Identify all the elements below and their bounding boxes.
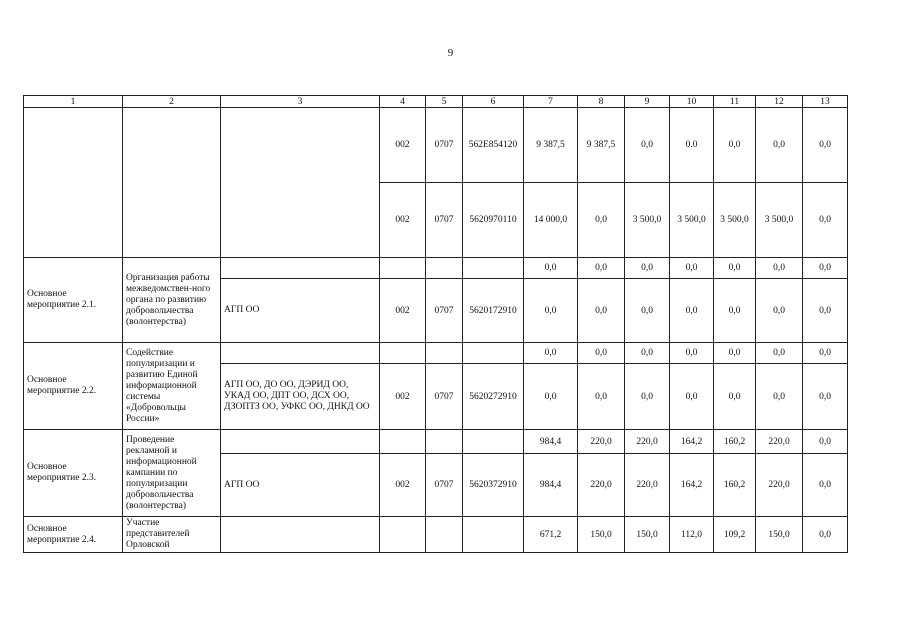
cell-value: 0,0 <box>524 258 578 279</box>
cell-empty <box>123 108 221 258</box>
cell-value: 0,0 <box>714 258 756 279</box>
executor: АГП ОО, ДО ОО, ДЭРИД ОО, УКАД ОО, ДПТ ОО, ДСХ ОО, ДЗОПТЗ ОО, УФКС ОО, ДНКД ОО <box>221 364 380 430</box>
cell-empty <box>463 517 524 553</box>
table-row <box>24 343 848 364</box>
cell-value: 0707 <box>426 364 463 430</box>
cell-value: 002 <box>380 364 426 430</box>
budget-table <box>23 95 848 553</box>
header-cell: 4 <box>380 96 426 108</box>
cell-value: 9 387,5 <box>524 108 578 183</box>
cell-value: 0,0 <box>578 279 625 343</box>
cell-value: 002 <box>380 183 426 258</box>
activity-description: Организация работы межведомствен-ного органа по развитию добровольчества (волонтерства) <box>123 258 221 343</box>
cell-value: 0,0 <box>803 183 848 258</box>
cell-value: 0,0 <box>756 343 803 364</box>
cell-value: 562E854120 <box>463 108 524 183</box>
cell-empty <box>380 430 426 454</box>
cell-value: 150,0 <box>625 517 670 553</box>
header-cell: 7 <box>524 96 578 108</box>
activity-description: Участие представителей Орловской <box>123 517 221 553</box>
header-cell: 11 <box>714 96 756 108</box>
activity-name: Основное мероприятие 2.2. <box>24 343 123 430</box>
activity-name: Основное мероприятие 2.4. <box>24 517 123 553</box>
cell-value: 0,0 <box>803 364 848 430</box>
cell-value: 14 000,0 <box>524 183 578 258</box>
table-row <box>24 258 848 279</box>
activity-name: Основное мероприятие 2.1. <box>24 258 123 343</box>
cell-empty <box>221 258 380 279</box>
cell-value: 0,0 <box>714 279 756 343</box>
header-cell: 8 <box>578 96 625 108</box>
cell-value: 150,0 <box>756 517 803 553</box>
header-cell: 5 <box>426 96 463 108</box>
cell-value: 0,0 <box>524 343 578 364</box>
cell-value: 0,0 <box>803 258 848 279</box>
cell-value: 0707 <box>426 108 463 183</box>
cell-value: 0,0 <box>714 108 756 183</box>
cell-value: 0,0 <box>803 517 848 553</box>
cell-value: 112,0 <box>670 517 714 553</box>
cell-value: 0,0 <box>670 258 714 279</box>
header-cell: 2 <box>123 96 221 108</box>
cell-empty <box>463 430 524 454</box>
cell-value: 3 500,0 <box>756 183 803 258</box>
activity-description: Содействие популяризации и развитию Единой информационной системы «Добровольцы России» <box>123 343 221 430</box>
header-row <box>24 96 848 108</box>
executor: АГП ОО <box>221 279 380 343</box>
cell-value: 109,2 <box>714 517 756 553</box>
cell-value: 0,0 <box>803 279 848 343</box>
cell-value: 150,0 <box>578 517 625 553</box>
cell-empty <box>380 343 426 364</box>
header-cell: 9 <box>625 96 670 108</box>
cell-value: 220,0 <box>756 430 803 454</box>
executor: АГП ОО <box>221 454 380 517</box>
cell-empty <box>426 258 463 279</box>
cell-empty <box>463 258 524 279</box>
cell-value: 164,2 <box>670 454 714 517</box>
cell-value: 220,0 <box>625 430 670 454</box>
cell-value: 5620970110 <box>463 183 524 258</box>
header-cell: 6 <box>463 96 524 108</box>
cell-value: 0,0 <box>578 183 625 258</box>
cell-value: 5620172910 <box>463 279 524 343</box>
cell-empty <box>463 343 524 364</box>
cell-value: 3 500,0 <box>625 183 670 258</box>
cell-value: 0,0 <box>524 364 578 430</box>
cell-empty <box>24 108 123 258</box>
cell-empty <box>221 108 380 258</box>
header-cell: 10 <box>670 96 714 108</box>
cell-empty <box>426 517 463 553</box>
activity-name: Основное мероприятие 2.3. <box>24 430 123 517</box>
cell-value: 164,2 <box>670 430 714 454</box>
cell-value: 9 387,5 <box>578 108 625 183</box>
cell-value: 0,0 <box>714 364 756 430</box>
cell-value: 0707 <box>426 279 463 343</box>
cell-value: 5620272910 <box>463 364 524 430</box>
cell-value: 0,0 <box>625 279 670 343</box>
cell-value: 0,0 <box>756 108 803 183</box>
cell-value: 220,0 <box>578 454 625 517</box>
cell-value: 0.0 <box>670 108 714 183</box>
cell-value: 0,0 <box>803 454 848 517</box>
table-row <box>24 108 848 183</box>
cell-value: 984,4 <box>524 430 578 454</box>
header-cell: 13 <box>803 96 848 108</box>
table-row <box>24 517 848 553</box>
cell-value: 3 500,0 <box>670 183 714 258</box>
header-cell: 1 <box>24 96 123 108</box>
cell-value: 0,0 <box>756 279 803 343</box>
cell-value: 5620372910 <box>463 454 524 517</box>
header-cell: 12 <box>756 96 803 108</box>
cell-value: 984,4 <box>524 454 578 517</box>
cell-value: 0,0 <box>803 108 848 183</box>
cell-value: 0,0 <box>670 343 714 364</box>
cell-value: 0,0 <box>524 279 578 343</box>
cell-value: 0,0 <box>803 343 848 364</box>
cell-value: 0,0 <box>803 430 848 454</box>
cell-value: 0,0 <box>578 343 625 364</box>
page-number: 9 <box>447 47 454 59</box>
cell-empty <box>221 430 380 454</box>
cell-value: 0,0 <box>756 258 803 279</box>
cell-value: 0,0 <box>714 343 756 364</box>
cell-value: 160,2 <box>714 454 756 517</box>
cell-value: 0,0 <box>625 108 670 183</box>
cell-value: 0707 <box>426 183 463 258</box>
cell-value: 0,0 <box>670 364 714 430</box>
cell-value: 0,0 <box>670 279 714 343</box>
cell-value: 220,0 <box>625 454 670 517</box>
cell-value: 002 <box>380 108 426 183</box>
cell-value: 0707 <box>426 454 463 517</box>
cell-value: 160,2 <box>714 430 756 454</box>
cell-empty <box>426 430 463 454</box>
cell-empty <box>221 343 380 364</box>
cell-value: 220,0 <box>756 454 803 517</box>
activity-description: Проведение рекламной и информационной кампании по популяризации добровольчества (волонтерства) <box>123 430 221 517</box>
cell-value: 220,0 <box>578 430 625 454</box>
cell-value: 0,0 <box>578 258 625 279</box>
cell-value: 0,0 <box>756 364 803 430</box>
cell-value: 002 <box>380 279 426 343</box>
cell-value: 0,0 <box>625 258 670 279</box>
cell-value: 3 500,0 <box>714 183 756 258</box>
cell-value: 671,2 <box>524 517 578 553</box>
header-cell: 3 <box>221 96 380 108</box>
cell-empty <box>221 517 380 553</box>
cell-empty <box>380 517 426 553</box>
cell-value: 0,0 <box>578 364 625 430</box>
cell-empty <box>426 343 463 364</box>
cell-value: 002 <box>380 454 426 517</box>
cell-value: 0,0 <box>625 364 670 430</box>
table-row <box>24 430 848 454</box>
cell-value: 0,0 <box>625 343 670 364</box>
cell-empty <box>380 258 426 279</box>
